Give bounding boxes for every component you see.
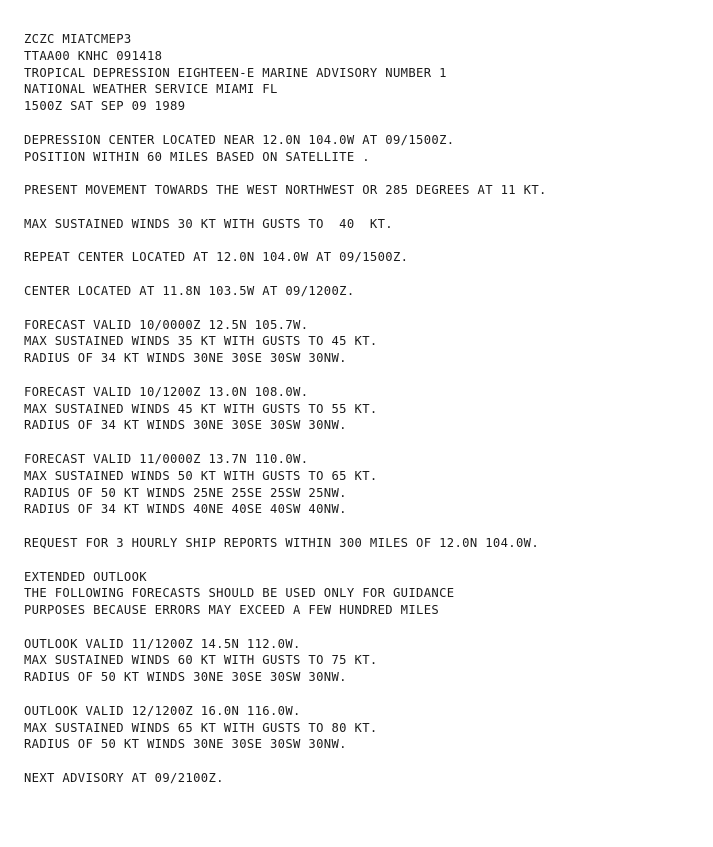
outlook-block [24, 636, 709, 686]
text-line: CENTER LOCATED AT 11.8N 103.5W AT 09/1200Z. [24, 283, 355, 298]
text-line: MAX SUSTAINED WINDS 60 KT WITH GUSTS TO 75 KT. [24, 653, 378, 668]
header-line: TROPICAL DEPRESSION EIGHTEEN-E MARINE ADVISORY NUMBER 1 [24, 65, 447, 80]
repeat-center-block [24, 249, 709, 266]
text-line: EXTENDED OUTLOOK [24, 569, 147, 584]
header-line: ZCZC MIATCMEP3 [24, 32, 132, 46]
text-line: REPEAT CENTER LOCATED AT 12.0N 104.0W AT 09/1500Z. [24, 250, 409, 265]
text-line: RADIUS OF 34 KT WINDS 30NE 30SE 30SW 30NW. [24, 351, 347, 366]
position-block [24, 132, 709, 166]
center-block [24, 283, 709, 300]
text-line: MAX SUSTAINED WINDS 50 KT WITH GUSTS TO 65 KT. [24, 468, 378, 483]
winds-block [24, 216, 709, 233]
text-line: RADIUS OF 50 KT WINDS 30NE 30SE 30SW 30NW. [24, 737, 347, 752]
forecast-block [24, 451, 709, 518]
text-line: FORECAST VALID 10/0000Z 12.5N 105.7W. [24, 317, 309, 332]
text-line: POSITION WITHIN 60 MILES BASED ON SATELLITE . [24, 149, 370, 164]
text-line: THE FOLLOWING FORECASTS SHOULD BE USED ONLY FOR GUIDANCE [24, 586, 455, 601]
text-line: MAX SUSTAINED WINDS 35 KT WITH GUSTS TO 45 KT. [24, 334, 378, 349]
forecast-block [24, 317, 709, 367]
text-line: MAX SUSTAINED WINDS 30 KT WITH GUSTS TO 40 KT. [24, 216, 393, 231]
extended-outlook-block [24, 569, 709, 619]
next-advisory-block [24, 770, 709, 787]
ship-request-block [24, 535, 709, 552]
text-line: RADIUS OF 50 KT WINDS 30NE 30SE 30SW 30NW. [24, 670, 347, 685]
header-line: 1500Z SAT SEP 09 1989 [24, 99, 186, 114]
text-line: PURPOSES BECAUSE ERRORS MAY EXCEED A FEW HUNDRED MILES [24, 603, 440, 618]
header-line: NATIONAL WEATHER SERVICE MIAMI FL [24, 82, 278, 97]
text-line: NEXT ADVISORY AT 09/2100Z. [24, 771, 224, 786]
text-line: REQUEST FOR 3 HOURLY SHIP REPORTS WITHIN 300 MILES OF 12.0N 104.0W. [24, 535, 540, 550]
outlook-block [24, 703, 709, 753]
movement-block [24, 182, 709, 199]
text-line: OUTLOOK VALID 11/1200Z 14.5N 112.0W. [24, 636, 301, 651]
text-line: DEPRESSION CENTER LOCATED NEAR 12.0N 104.0W AT 09/1500Z. [24, 132, 455, 147]
header-block [24, 31, 709, 115]
text-line: FORECAST VALID 11/0000Z 13.7N 110.0W. [24, 451, 309, 466]
text-line: FORECAST VALID 10/1200Z 13.0N 108.0W. [24, 384, 309, 399]
text-line: OUTLOOK VALID 12/1200Z 16.0N 116.0W. [24, 703, 301, 718]
advisory-text [24, 31, 709, 804]
text-line: PRESENT MOVEMENT TOWARDS THE WEST NORTHWEST OR 285 DEGREES AT 11 KT. [24, 183, 547, 198]
text-line: RADIUS OF 50 KT WINDS 25NE 25SE 25SW 25NW. [24, 485, 347, 500]
text-line: RADIUS OF 34 KT WINDS 30NE 30SE 30SW 30NW. [24, 418, 347, 433]
text-line: RADIUS OF 34 KT WINDS 40NE 40SE 40SW 40NW. [24, 502, 347, 517]
header-line: TTAA00 KNHC 091418 [24, 48, 163, 63]
text-line: MAX SUSTAINED WINDS 65 KT WITH GUSTS TO 80 KT. [24, 720, 378, 735]
text-line: MAX SUSTAINED WINDS 45 KT WITH GUSTS TO 55 KT. [24, 401, 378, 416]
forecast-block [24, 384, 709, 434]
